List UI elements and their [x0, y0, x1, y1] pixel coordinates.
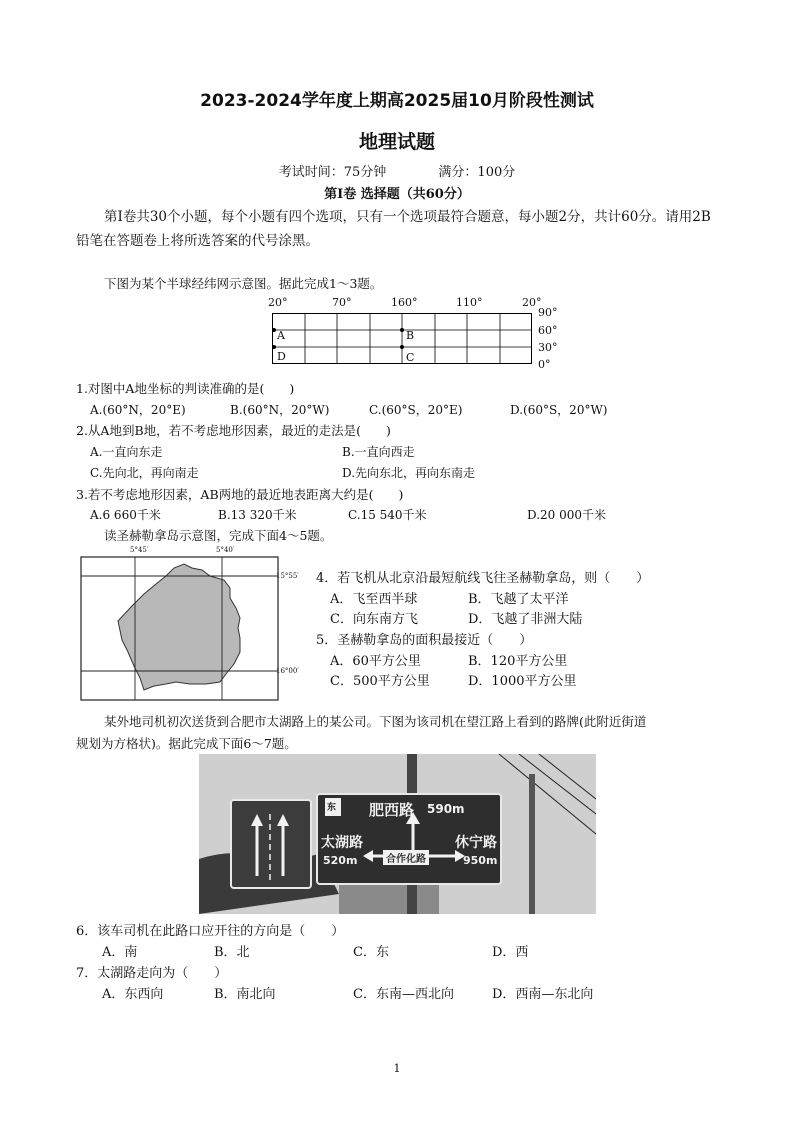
exam-title: 2023-2024学年度上期高2025届10月阶段性测试	[200, 91, 594, 111]
q4-option: C．向东南方飞	[330, 612, 418, 627]
q7-option: D．西南—东北向	[492, 987, 594, 1002]
question-6: 6．该车司机在此路口应开往的方向是（ ）	[76, 924, 345, 939]
q3-option: A.6 660千米	[90, 508, 161, 522]
q5-option: B．120平方公里	[468, 654, 568, 669]
question-4: 4．若飞机从北京沿最短航线飞往圣赫勒拿岛，则（ ）	[316, 571, 650, 586]
lon-label: 5°45′	[130, 546, 149, 554]
question-3: 3.若不考虑地形因素，AB两地的最近地表距离大约是( )	[76, 487, 404, 502]
section-intro: 第Ⅰ卷共30个小题，每个小题有四个选项，只有一个选项最符合题意，每小题2分，共计60分。请用2B铅笔在答题卷上将所选答案的代号涂黑。	[76, 209, 711, 249]
lat-label: 60°	[538, 324, 558, 337]
graticule-figure	[260, 296, 570, 376]
section-heading: 第Ⅰ卷 选择题（共60分）	[324, 187, 470, 202]
lon-label: 160°	[391, 296, 418, 309]
island-map	[80, 546, 308, 706]
lon-label: 110°	[456, 296, 483, 309]
q6-option: D．西	[492, 945, 529, 960]
q7-option: B．南北向	[214, 987, 276, 1002]
q5-option: C．500平方公里	[330, 674, 430, 689]
lat-label: 0°	[538, 358, 551, 371]
point-a: A	[277, 329, 285, 342]
q4-option: A．飞至西半球	[330, 592, 418, 607]
q5-option: D．1000平方公里	[468, 674, 577, 689]
group3-lead-1: 某外地司机初次送货到合肥市太湖路上的某公司。下图为该司机在望江路上看到的路牌(此附近街道	[104, 714, 647, 729]
q4-option: D．飞越了非洲大陆	[468, 612, 583, 627]
q2-option: A.一直向东走	[90, 445, 163, 459]
group1-lead: 下图为某个半球经纬网示意图。据此完成1～3题。	[104, 276, 383, 291]
graticule-grid	[272, 313, 534, 366]
sign-north-distance: 590m	[427, 802, 465, 816]
q5-option: A．60平方公里	[330, 654, 421, 669]
question-5: 5．圣赫勒拿岛的面积最接近（ ）	[316, 633, 533, 648]
q4-option: B．飞越了太平洋	[468, 592, 569, 607]
group3-lead-2: 规划为方格状)。据此完成下面6～7题。	[76, 736, 297, 751]
q7-option: C．东南—西北向	[353, 987, 454, 1002]
exam-subtitle: 地理试题	[358, 131, 435, 153]
exam-meta	[0, 161, 794, 180]
q2-option: B.一直向西走	[342, 445, 415, 459]
q6-option: A．南	[102, 945, 138, 960]
lon-label: 5°40′	[216, 546, 235, 554]
question-1: 1.对图中A地坐标的判读准确的是( )	[76, 381, 295, 396]
q1-option: D.(60°S，20°W)	[510, 403, 608, 417]
lat-label: 15°55′	[276, 572, 299, 580]
q3-option: B.13 320千米	[218, 508, 297, 522]
group2-lead: 读圣赫勒拿岛示意图，完成下面4～5题。	[104, 528, 333, 543]
exam-score: 满分：100分	[438, 165, 516, 180]
point-b: B	[406, 329, 415, 342]
lon-label: 20°	[522, 296, 542, 309]
page-number: 1	[393, 1062, 401, 1075]
lat-label: 90°	[538, 306, 558, 319]
point-c: C	[406, 351, 415, 364]
lon-label: 70°	[332, 296, 352, 309]
sign-cross-road: 合作化路	[383, 850, 429, 865]
q7-option: A．东西向	[102, 987, 164, 1002]
q1-option: C.(60°S，20°E)	[369, 403, 463, 417]
lon-label: 20°	[268, 296, 288, 309]
q2-option: C.先向北，再向南走	[90, 466, 199, 480]
q1-option: B.(60°N，20°W)	[230, 403, 330, 417]
q3-option: C.15 540千米	[348, 508, 427, 522]
point-d: D	[277, 350, 286, 363]
lat-label: 16°00′	[276, 667, 299, 675]
sign-north-road: 肥西路	[369, 801, 415, 819]
sign-east-distance: 950m	[463, 854, 498, 867]
q3-option: D.20 000千米	[527, 508, 606, 522]
question-7: 7．太湖路走向为（ ）	[76, 966, 228, 981]
question-2: 2.从A地到B地，若不考虑地形因素，最近的走法是( )	[76, 423, 391, 438]
photo-background	[199, 754, 596, 914]
island-outline	[80, 556, 280, 702]
lat-label: 30°	[538, 341, 558, 354]
road-sign-photo	[199, 754, 596, 914]
q1-option: A.(60°N，20°E)	[90, 403, 186, 417]
sign-west-road: 太湖路	[321, 835, 363, 851]
exam-time: 考试时间：75分钟	[278, 165, 387, 180]
q6-option: B．北	[214, 945, 250, 960]
sign-west-distance: 520m	[323, 854, 358, 867]
q2-option: D.先向东北，再向东南走	[342, 466, 476, 480]
sign-east-marker: 东	[327, 803, 337, 813]
sign-east-road: 休宁路	[455, 835, 497, 851]
q6-option: C．东	[353, 945, 389, 960]
